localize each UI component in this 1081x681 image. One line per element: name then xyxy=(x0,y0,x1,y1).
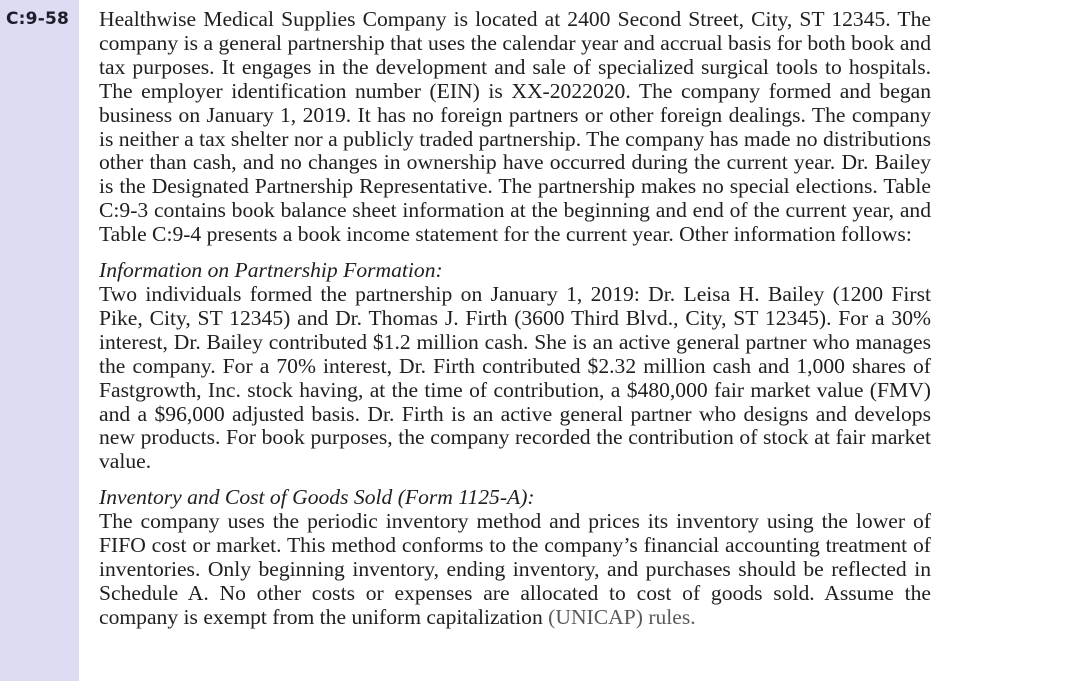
section-body-formation: Two individuals formed the partnership on January 1, 2019: Dr. Leisa H. Bailey (1200 First Pike, City, ST 12345) and Dr. Thomas J. Firth (3600 Third Blvd., City, ST 12345). For a 30% interest, Dr. Bailey contributed $1.2 million cash. She is an active general partner who manages the company. For a 70% interest, Dr. Firth contributed $2.32 million cash and 1,000 shares of Fastgrowth, Inc. stock having, at the time of contribution, a $480,000 fair market value (FMV) and a $96,000 adjusted basis. Dr. Firth is an active general partner who designs and develops new products. For book purposes, the company recorded the contribution of stock at fair market value. xyxy=(99,281,931,474)
problem-number: C:9-58 xyxy=(6,9,70,29)
section-heading-inventory: Inventory and Cost of Goods Sold (Form 1125-A): xyxy=(99,485,535,510)
section-heading-formation: Information on Partnership Formation: xyxy=(99,258,443,283)
problem-text xyxy=(99,8,931,630)
intro-paragraph: Healthwise Medical Supplies Company is located at 2400 Second Street, City, ST 12345. The company is a general partnership that uses the calendar year and accrual basis for both book and tax purposes. It engages in the development and sale of specialized surgical tools to hospitals. The employer identification number (EIN) is XX-2022020. The company formed and began business on January 1, 2019. It has no foreign partners or other foreign dealings. The company is neither a tax shelter nor a publicly traded partnership. The company has made no distributions other than cash, and no changes in ownership have occurred during the current year. Dr. Bailey is the Designated Partnership Representative. The partnership makes no special elections. Table C:9-3 contains book balance sheet information at the beginning and end of the current year, and Table C:9-4 presents a book income statement for the current year. Other information follows: xyxy=(99,7,931,247)
section-body-inventory-text: The company uses the periodic inventory method and prices its inventory using the lower of FIFO cost or market. This method conforms to the company’s financial accounting treatment of inventories. Only beginning inventory, ending inventory, and purchases should be reflected in Schedule A. No other costs or expenses are allocated to cost of goods sold. Assume the company is exempt from the uniform capitalization xyxy=(99,509,931,629)
section-body-inventory xyxy=(99,510,931,630)
left-margin-band xyxy=(0,0,79,681)
section-body-inventory-tail: (UNICAP) rules. xyxy=(548,604,696,629)
